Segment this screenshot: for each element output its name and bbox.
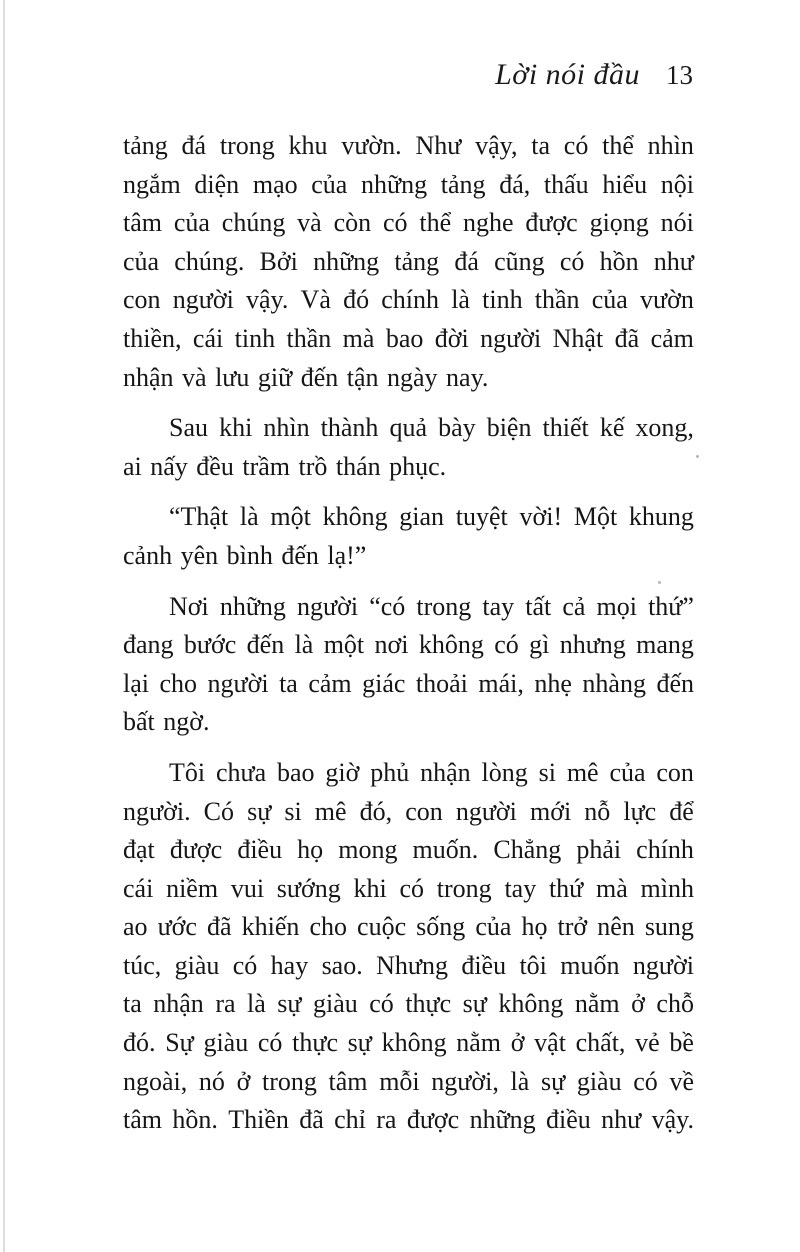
scan-speck <box>696 455 699 458</box>
body-text <box>123 127 694 1140</box>
text-line: nhận và lưu giữ đến tận ngày nay. <box>123 362 489 392</box>
scan-speck <box>658 581 661 584</box>
paragraph <box>123 409 694 486</box>
page-header <box>495 58 693 92</box>
text-line: Tôi chưa bao giờ phủ nhận lòng si mê của con <box>169 757 694 787</box>
paragraph <box>123 754 694 1140</box>
text-line: người. Có sự si mê đó, con người mới nỗ lực để <box>123 796 694 826</box>
text-line: tảng đá trong khu vườn. Như vậy, ta có thể nhìn <box>123 131 694 160</box>
paragraph <box>123 588 694 742</box>
text-line: Sau khi nhìn thành quả bày biện thiết kế xong, <box>169 413 694 443</box>
scan-edge-line <box>3 0 5 1252</box>
text-line: cảnh yên bình đến lạ!” <box>123 540 367 570</box>
text-line: ta nhận ra là sự giàu có thực sự không nằm ở chỗ <box>123 989 694 1019</box>
page-number: 13 <box>666 60 693 90</box>
text-line: con người vậy. Và đó chính là tinh thần của vườn <box>123 285 694 315</box>
text-line: thiền, cái tinh thần mà bao đời người Nhật đã cảm <box>123 323 694 353</box>
text-line: Nơi những người “có trong tay tất cả mọi thứ” <box>169 591 694 621</box>
text-line: ao ước đã khiến cho cuộc sống của họ trở nên sung <box>123 912 694 942</box>
text-line: ngắm diện mạo của những tảng đá, thấu hiểu nội <box>123 169 694 199</box>
text-line: tâm hồn. Thiền đã chỉ ra được những điều như vậy. <box>123 1105 694 1135</box>
text-line: cái niềm vui sướng khi có trong tay thứ mà mình <box>123 873 694 903</box>
text-line: của chúng. Bởi những tảng đá cũng có hồn như <box>123 246 694 276</box>
text-line: lại cho người ta cảm giác thoải mái, nhẹ nhàng đến <box>123 668 694 698</box>
text-line: đó. Sự giàu có thực sự không nằm ở vật chất, vẻ bề <box>123 1028 694 1058</box>
text-line: đang bước đến là một nơi không có gì nhưng mang <box>123 630 694 660</box>
text-line: túc, giàu có hay sao. Nhưng điều tôi muốn người <box>123 950 694 980</box>
text-line: tâm của chúng và còn có thể nghe được giọng nói <box>123 208 694 238</box>
paragraph <box>123 498 694 575</box>
text-line: “Thật là một không gian tuyệt vời! Một khung <box>169 502 694 532</box>
running-title: Lời nói đầu <box>495 58 640 91</box>
text-line: ai nấy đều trầm trồ thán phục. <box>123 451 447 481</box>
text-line: ngoài, nó ở trong tâm mỗi người, là sự giàu có về <box>123 1066 694 1096</box>
text-line: đạt được điều họ mong muốn. Chẳng phải chính <box>123 835 694 865</box>
text-line: bất ngờ. <box>123 707 210 737</box>
paragraph <box>123 127 694 397</box>
